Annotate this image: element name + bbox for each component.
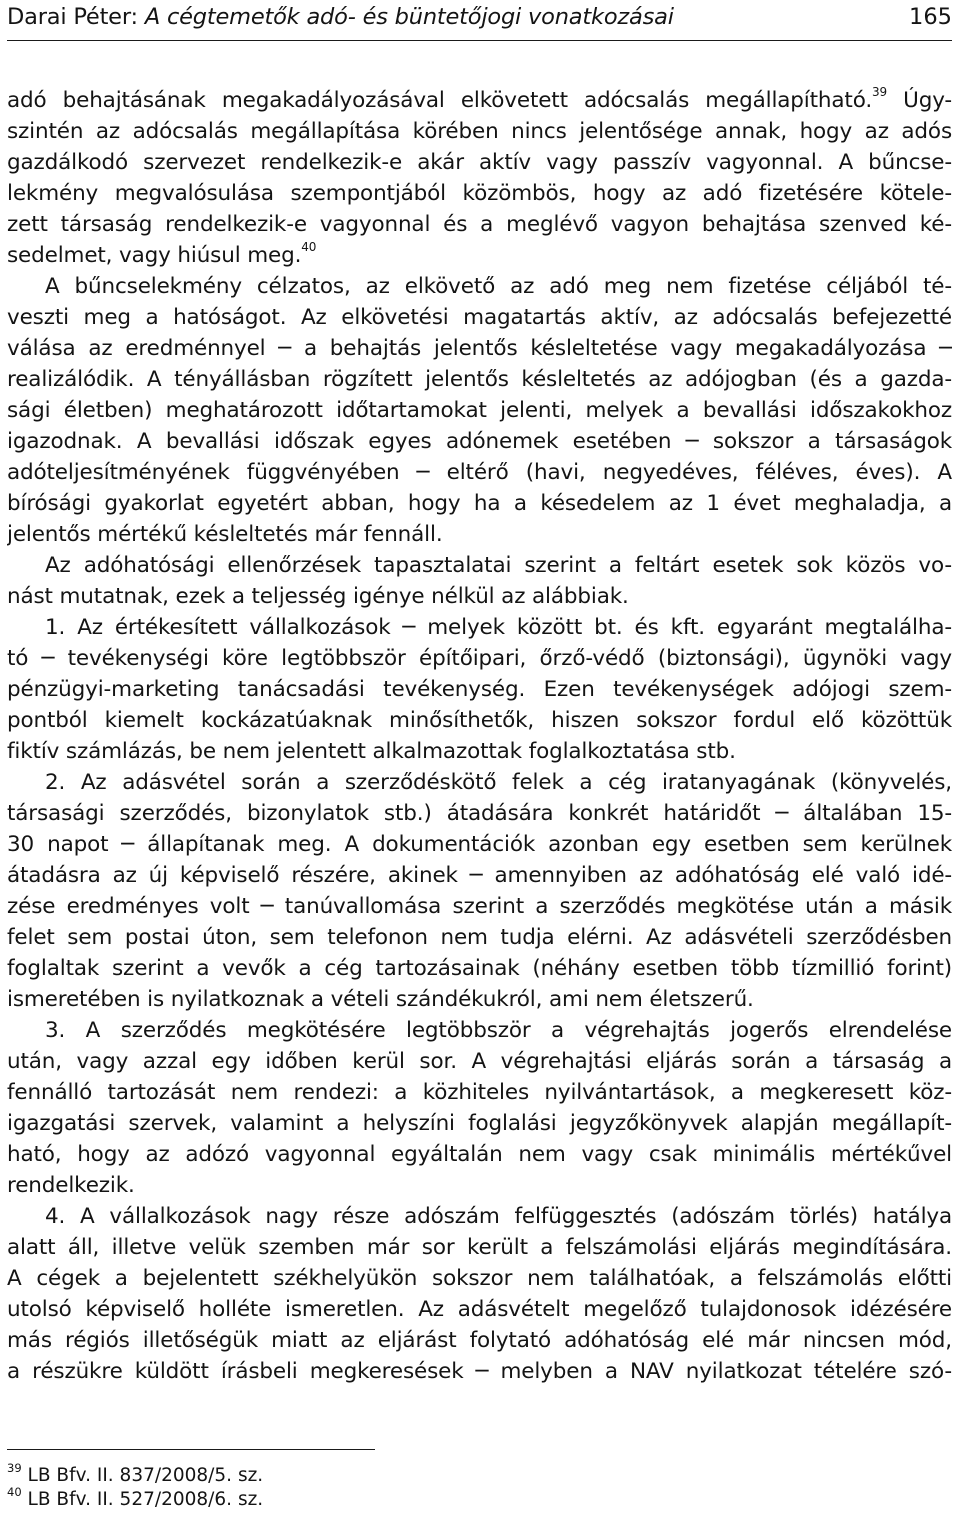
text-line	[7, 581, 952, 612]
text-line-content: ismeretében is nyilatkoznak a vételi szándékukról, ami nem életszerű.	[7, 987, 754, 1012]
text-line-content: A cégek a bejelentett székhelyükön sokszor nem találhatóak, a felszámolás előtti	[7, 1266, 952, 1291]
text-line-content: sági életben) meghatározott időtartamokat jelenti, melyek a bevallási időszakokhoz	[7, 398, 952, 423]
text-line-content: A bűncselekmény célzatos, az elkövető az adó meg nem fizetése céljából té-	[45, 274, 952, 299]
text-line-content: felet sem postai úton, sem telefonon nem tudja elérni. Az adásvételi szerződésben	[7, 925, 952, 950]
text-line	[7, 178, 952, 209]
text-line	[7, 674, 952, 705]
footnote-rule	[7, 1449, 375, 1450]
text-line-content: más régiós illetőségük miatt az eljárást folytató adóhatóság elé már nincsen mód,	[7, 1328, 952, 1353]
text-line-content: pontból kiemelt kockázatúaknak minősíthetők, hiszen sokszor fordul elő közöttük	[7, 708, 952, 733]
text-line	[7, 612, 952, 643]
text-line	[7, 116, 952, 147]
text-line	[7, 891, 952, 922]
footnote-text: LB Bfv. II. 527/2008/6. sz.	[21, 1489, 264, 1510]
text-line	[7, 1232, 952, 1263]
text-line-content: foglaltak szerint a vevők a cég tartozásainak (néhány esetben több tízmillió forint)	[7, 956, 952, 981]
text-line	[7, 1015, 952, 1046]
page-header	[7, 0, 952, 42]
text-line	[7, 1356, 952, 1387]
text-line	[7, 457, 952, 488]
footnote-39	[7, 1460, 264, 1486]
text-line-content: társasági szerződés, bizonylatok stb.) átadására konkrét határidőt ─ általában 15-	[7, 801, 952, 826]
text-line-content: Az adóhatósági ellenőrzések tapasztalatai szerint a feltárt esetek sok közös vo-	[45, 553, 952, 578]
text-line	[7, 302, 952, 333]
text-line	[7, 1170, 952, 1201]
text-line-content: igazgatási szervek, valamint a helyszíni foglalási jegyzőkönyvek alapján megállapít-	[7, 1111, 952, 1136]
text-line	[7, 1077, 952, 1108]
text-line-content: tó ─ tevékenységi köre legtöbbször építőipari, őrző-védő (biztonsági), ügynöki vagy	[7, 646, 952, 671]
footnote-reference: 39	[872, 85, 887, 99]
page-number: 165	[909, 4, 952, 30]
text-line-content: igazodnak. A bevallási időszak egyes adónemek esetében ─ sokszor a társaságok	[7, 429, 952, 454]
text-line	[7, 240, 952, 271]
text-line	[7, 426, 952, 457]
text-line-content: sedelmet, vagy hiúsul meg.	[7, 243, 302, 268]
text-line	[7, 271, 952, 302]
text-line-content: pénzügyi-marketing tanácsadási tevékenység. Ezen tevékenységek adójogi szem-	[7, 677, 952, 702]
footnote-text: LB Bfv. II. 837/2008/5. sz.	[21, 1465, 264, 1486]
text-line	[7, 1201, 952, 1232]
text-line	[7, 1294, 952, 1325]
text-line	[7, 1325, 952, 1356]
running-head-title: A cégtemetők adó- és büntetőjogi vonatkozásai	[144, 4, 674, 30]
header-rule	[7, 40, 952, 41]
text-line-content: gazdálkodó szervezet rendelkezik-e akár aktív vagy passzív vagyonnal. A bűncse-	[7, 150, 952, 175]
text-line-content: 30 napot ─ állapítanak meg. A dokumentációk azonban egy esetben sem kerülnek	[7, 832, 952, 857]
text-line	[7, 550, 952, 581]
text-line	[7, 209, 952, 240]
footnote-mark: 40	[7, 1484, 22, 1499]
text-line-content: nást mutatnak, ezek a teljesség igénye nélkül az alábbiak.	[7, 584, 629, 609]
text-line-content: zett társaság rendelkezik-e vagyonnal és a meglévő vagyon behajtása szenved ké-	[7, 212, 952, 237]
text-line-content: veszti meg a hatóságot. Az elkövetési magatartás aktív, az adócsalás befejezetté	[7, 305, 952, 330]
text-line	[7, 147, 952, 178]
text-line-content: átadásra az új képviselő részére, akinek ─ amennyiben az adóhatóság elé való idé-	[7, 863, 952, 888]
text-line-content: 3. A szerződés megkötésére legtöbbször a végrehajtás jogerős elrendelése	[45, 1018, 952, 1043]
text-line	[7, 922, 952, 953]
text-line-content: alatt áll, illetve velük szemben már sor került a felszámolási eljárás megindítására.	[7, 1235, 952, 1260]
text-line-content: válása az eredménnyel ─ a behajtás jelentős késleltetése vagy megakadályozása ─	[7, 336, 952, 361]
text-line-content: a részükre küldött írásbeli megkeresések ─ melyben a NAV nyilatkozat tételére szó-	[7, 1359, 952, 1384]
text-line-content: zése eredményes volt ─ tanúvallomása szerint a szerződés megkötése után a másik	[7, 894, 952, 919]
text-line	[7, 1046, 952, 1077]
running-head-author: Darai Péter:	[7, 4, 138, 30]
text-line-content: szintén az adócsalás megállapítása körében nincs jelentősége annak, hogy az adós	[7, 119, 952, 144]
text-line-content: után, vagy azzal egy időben kerül sor. A végrehajtási eljárás során a társaság a	[7, 1049, 952, 1074]
text-line	[7, 488, 952, 519]
text-line	[7, 643, 952, 674]
text-line-continuation: Úgy-	[887, 88, 952, 113]
text-line	[7, 984, 952, 1015]
footnote-mark: 39	[7, 1460, 22, 1475]
text-line-content: adóteljesítményének függvényében ─ eltérő (havi, negyedéves, féléves, éves). A	[7, 460, 952, 485]
text-line-content: fennálló tartozását nem rendezi: a közhiteles nyilvántartások, a megkeresett köz-	[7, 1080, 952, 1105]
text-line	[7, 829, 952, 860]
text-line	[7, 1263, 952, 1294]
text-line-content: jelentős mértékű késleltetés már fennáll.	[7, 522, 443, 547]
text-line	[7, 736, 952, 767]
text-line-content: ható, hogy az adózó vagyonnal egyáltalán nem vagy csak minimális mértékűvel	[7, 1142, 952, 1167]
text-line-content: fiktív számlázás, be nem jelentett alkalmazottak foglalkoztatása stb.	[7, 739, 736, 764]
text-line	[7, 395, 952, 426]
text-line-content: bírósági gyakorlat egyetért abban, hogy ha a késedelem az 1 évet meghaladja, a	[7, 491, 952, 516]
text-line-content: utolsó képviselő holléte ismeretlen. Az adásvételt megelőző tulajdonosok idézésére	[7, 1297, 952, 1322]
text-line-content: 2. Az adásvétel során a szerződéskötő felek a cég iratanyagának (könyvelés,	[45, 770, 952, 795]
text-line-content: adó behajtásának megakadályozásával elkövetett adócsalás megállapítható.	[7, 88, 873, 113]
text-line	[7, 519, 952, 550]
text-line	[7, 1108, 952, 1139]
text-line	[7, 85, 952, 116]
text-line-content: 1. Az értékesített vállalkozások ─ melyek között bt. és kft. egyaránt megtalálha-	[45, 615, 952, 640]
footnote-40	[7, 1484, 264, 1510]
text-line	[7, 1139, 952, 1170]
text-line-content: 4. A vállalkozások nagy része adószám felfüggesztés (adószám törlés) hatálya	[45, 1204, 952, 1229]
text-line	[7, 333, 952, 364]
text-line	[7, 860, 952, 891]
text-line	[7, 798, 952, 829]
text-line	[7, 953, 952, 984]
running-head	[7, 4, 674, 30]
footnote-reference: 40	[301, 240, 317, 254]
text-line	[7, 364, 952, 395]
body-text	[7, 85, 952, 1387]
text-line-content: realizálódik. A tényállásban rögzített jelentős késleltetés az adójogban (és a gazda-	[7, 367, 952, 392]
text-line	[7, 705, 952, 736]
text-line	[7, 767, 952, 798]
text-line-content: rendelkezik.	[7, 1173, 135, 1198]
text-line-content: lekmény megvalósulása szempontjából közömbös, hogy az adó fizetésére kötele-	[7, 181, 952, 206]
